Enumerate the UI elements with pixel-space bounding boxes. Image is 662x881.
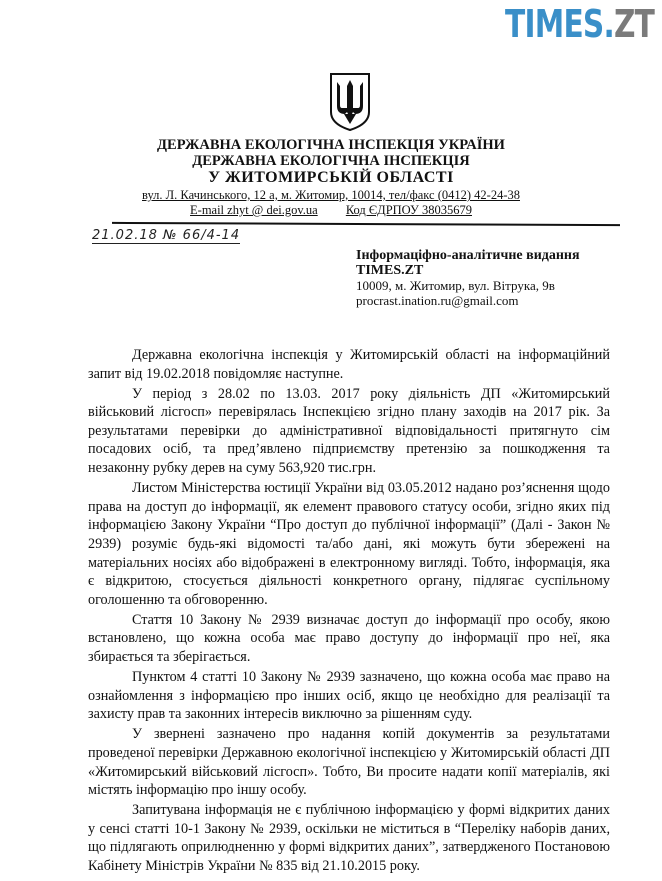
body-paragraph: Державна екологічна інспекція у Житомирській області на інформаційний запит від 19.02.2018 повідомляє наступне. [88,347,610,382]
recipient-org: Інформаціфно-аналітичне видання [356,248,580,263]
letterhead-line-3: У ЖИТОМИРСЬКІЙ ОБЛАСТІ [208,169,454,186]
letterhead-address [0,188,662,203]
body-paragraph: У період з 28.02 по 13.03. 2017 року діяльність ДП «Житомирський військовий лісгосп» перевірялась Інспекцією згідно плану заходів на 2017 рік. За результатами перевірки до адміністративної відповідальності притягнуто сім посадових осіб, та пред’явлено підприємству претензію за пошкодження та незаконну рубку дерев на суму 563,920 тис.грн. [88,385,610,477]
recipient-email: procrast.ination.ru@gmail.com [356,293,519,308]
handwritten-reference-number: 21.02.18 № 66/4-14 [92,228,241,243]
recipient-block [356,248,580,308]
letterhead-line-1: ДЕРЖАВНА ЕКОЛОГІЧНА ІНСПЕКЦІЯ УКРАЇНИ [157,137,505,153]
times-zt-watermark-logo [505,2,654,46]
letterhead-line-2: ДЕРЖАВНА ЕКОЛОГІЧНА ІНСПЕКЦІЯ [192,153,470,169]
body-paragraph: Листом Міністерства юстиції України від 03.05.2012 надано роз’яснення щодо права на доступ до інформації, як елемент правового статусу особи, згідно яких під інформацією Закону України “Про доступ до публічної інформації” (Далі - Закон № 2939) розуміє будь-які відомості та/або дані, які можуть бути збережені на матеріальних носіях або відображені в електронному вигляді. Тобто, інформація, яка є відкритою, стосується діяльності конкретного органу, підлягає суспільному оголошенню та обговоренню. [88,480,610,608]
letterhead-contacts [0,203,662,218]
body-paragraph: Стаття 10 Закону № 2939 визначає доступ до інформації про особу, якою встановлено, що кожна особа має право доступу до інформації про неї, яка збирається та зберігається. [88,611,610,665]
letterhead-divider [112,222,620,226]
trident-coat-of-arms-icon [328,72,372,132]
letter-body [88,346,610,877]
logo-part-times: TIMES. [504,2,614,46]
logo-part-zt: ZT [613,2,654,46]
email-text: E-mail zhyt @ dei.gov.ua [190,203,318,217]
recipient-name: TIMES.ZT [356,263,424,278]
body-paragraph: Пунктом 4 статті 10 Закону № 2939 зазначено, що кожна особа має право на ознайомлення з інформацією про інших осіб, якщо це необхідно для реалізації та захисту прав та законних інтересів виключно за рішенням суду. [88,669,610,723]
body-paragraph: У звернені зазначено про надання копій документів за результатами проведеної перевірки Державною екологічної інспекцією у Житомирській області ДП «Житомирський військовий лісгосп». Тобто, Ви просите надати копії матеріалів, які містять інформацію про іншу особу. [88,726,610,799]
edrpou-code: Код ЄДРПОУ 38035679 [345,203,472,217]
body-paragraph: Запитувана інформація не є публічною інформацією у формі відкритих даних у сенсі статті 10-1 Закону № 2939, оскільки не міститься в “Переліку наборів даних, що підлягають оприлюдненню у формі відкритих даних”, затвердженого Постановою Кабінету Міністрів України № 835 від 21.10.2015 року. [88,802,610,875]
address-text: вул. Л. Качинського, 12 а, м. Житомир, 10014, тел/факс (0412) 42-24-38 [142,188,520,202]
recipient-address: 10009, м. Житомир, вул. Вітрука, 9в [356,278,555,293]
